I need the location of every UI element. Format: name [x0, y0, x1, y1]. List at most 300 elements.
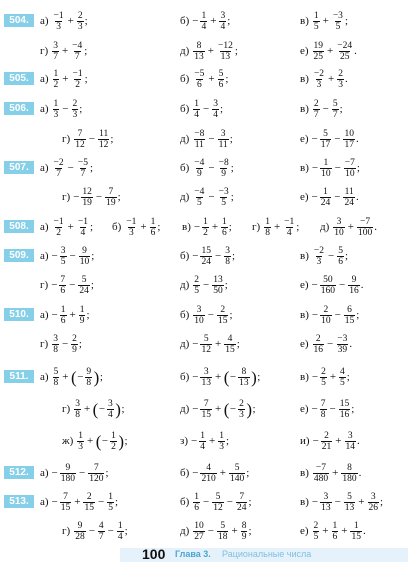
numerator: 5: [234, 462, 240, 473]
fraction: [125, 217, 137, 238]
denominator: 19: [82, 197, 92, 208]
numerator: 5: [218, 68, 224, 79]
item-label: в): [300, 250, 309, 262]
denominator: 6: [222, 227, 227, 238]
fraction: [193, 41, 205, 62]
denominator: 12: [98, 139, 109, 150]
denominator: 10: [345, 168, 355, 179]
parenthesis: (: [223, 367, 230, 387]
exercise-row: [0, 94, 408, 124]
denominator: 4: [117, 531, 123, 542]
operator: +: [219, 467, 226, 479]
fraction: [77, 11, 84, 32]
minus-sign: −: [229, 403, 237, 415]
operator: −: [208, 133, 215, 145]
fraction: [83, 492, 95, 513]
exercise-number: 511.: [4, 370, 34, 383]
fraction: [74, 399, 81, 420]
item-punctuation: .: [374, 221, 377, 233]
numerator: −1: [126, 216, 137, 227]
denominator: 3: [72, 109, 78, 120]
numerator: 5: [53, 366, 59, 377]
denominator: 7: [313, 109, 319, 120]
operator: −: [226, 496, 233, 508]
numerator: 4: [206, 462, 211, 473]
numerator: −2: [313, 68, 324, 79]
exercise-item: [300, 243, 348, 269]
minus-sign: −: [192, 250, 199, 262]
operator: +: [214, 338, 222, 350]
operator: +: [341, 525, 348, 537]
exercise-row: [0, 153, 408, 183]
item-punctuation: ;: [224, 279, 228, 291]
item-label: б): [180, 467, 190, 479]
fraction: [343, 129, 355, 150]
operator: −: [79, 467, 86, 479]
operator: +: [347, 221, 354, 233]
item-punctuation: ;: [344, 15, 348, 27]
numerator: 7: [203, 398, 209, 409]
fraction: [199, 431, 206, 452]
denominator: 15: [225, 344, 235, 355]
parenthesis: (: [71, 367, 77, 387]
exercise-item: [180, 331, 240, 357]
operator: −: [203, 279, 210, 291]
fraction: [238, 399, 245, 420]
item-punctuation: ;: [229, 309, 233, 321]
minus-sign: −: [311, 371, 319, 383]
exercise-item: [300, 8, 348, 34]
denominator: 13: [239, 377, 249, 388]
operator: −: [208, 162, 215, 174]
numerator: 8: [241, 520, 247, 531]
fraction: [107, 492, 114, 513]
exercise-item: [40, 243, 94, 269]
chapter-label: Глава 3.: [175, 549, 211, 559]
operator: −: [329, 403, 336, 415]
denominator: 13: [194, 51, 204, 62]
numerator: 1: [79, 304, 85, 315]
denominator: 24: [320, 197, 331, 208]
numerator: 3: [370, 491, 376, 502]
parenthesis: ): [118, 431, 125, 451]
denominator: 100: [357, 227, 373, 238]
numerator: 8: [347, 462, 352, 473]
exercise-item: [40, 8, 88, 34]
denominator: 50: [213, 285, 223, 296]
denominator: 8: [225, 256, 230, 267]
item-punctuation: ;: [344, 250, 348, 262]
item-label: г): [40, 279, 49, 291]
numerator: 4: [340, 366, 345, 377]
denominator: 15: [344, 315, 355, 326]
fraction: [77, 431, 84, 452]
exercise-row: [0, 329, 408, 359]
minus-sign: −: [193, 221, 201, 233]
parenthesis: ): [251, 367, 257, 387]
minus-sign: −: [77, 371, 84, 383]
numerator: 3: [196, 304, 202, 315]
numerator: 1: [111, 430, 116, 441]
item-label: б): [180, 309, 190, 321]
denominator: 24: [344, 197, 354, 208]
numerator: −8: [194, 128, 205, 139]
fraction: [332, 11, 344, 32]
denominator: 4: [200, 441, 205, 452]
fraction: [313, 11, 320, 32]
numerator: 1: [323, 186, 328, 197]
denominator: 5: [194, 285, 200, 296]
denominator: 7: [332, 109, 338, 120]
denominator: 7: [80, 168, 86, 179]
fraction: [200, 463, 216, 484]
item-punctuation: .: [357, 435, 360, 447]
fraction: [320, 492, 332, 513]
denominator: 11: [218, 139, 228, 150]
exercise-row: [0, 124, 408, 154]
fraction: [60, 492, 72, 513]
exercise-item: [40, 331, 82, 357]
numerator: −4: [194, 186, 205, 197]
exercise-item: [62, 184, 121, 210]
item-punctuation: .: [362, 525, 366, 537]
numerator: 3: [225, 245, 230, 256]
item-label: е): [300, 45, 309, 57]
item-label: д): [320, 221, 330, 233]
fraction: [241, 521, 248, 542]
fraction: [88, 463, 104, 484]
exercise-item: [40, 66, 88, 92]
numerator: 2: [313, 520, 319, 531]
fraction: [107, 399, 114, 420]
denominator: 5: [313, 531, 319, 542]
fraction: [337, 246, 344, 267]
fraction: [212, 275, 224, 296]
item-label: б): [180, 496, 190, 508]
operator: +: [327, 73, 335, 85]
item-punctuation: ;: [110, 133, 114, 145]
denominator: 27: [194, 531, 204, 542]
fraction: [217, 521, 229, 542]
item-punctuation: .: [358, 467, 362, 479]
denominator: 5: [60, 256, 66, 267]
numerator: −1: [72, 68, 83, 79]
item-label: в): [300, 371, 309, 383]
item-label: е): [300, 191, 309, 203]
exercise-item: [40, 38, 87, 64]
item-punctuation: .: [354, 45, 357, 57]
item-punctuation: ;: [230, 162, 234, 174]
exercise-item: [252, 214, 299, 240]
fraction: [320, 158, 332, 179]
denominator: 17: [320, 139, 331, 150]
operator: −: [69, 250, 76, 262]
denominator: 480: [313, 473, 329, 484]
numerator: 2: [220, 304, 226, 315]
exercise-item: [180, 96, 223, 122]
exercise-number: 510.: [4, 308, 34, 321]
numerator: 5: [332, 98, 338, 109]
denominator: 17: [344, 139, 354, 150]
item-punctuation: ;: [84, 45, 88, 57]
denominator: 16: [313, 344, 324, 355]
numerator: 2: [86, 491, 92, 502]
denominator: 3: [239, 409, 244, 420]
denominator: 140: [229, 473, 245, 484]
exercise-item: [180, 364, 260, 390]
fraction: [72, 99, 79, 120]
item-label: г): [40, 338, 49, 350]
numerator: 4: [227, 333, 233, 344]
fraction: [53, 367, 60, 388]
exercise-row: [0, 458, 408, 488]
numerator: −4: [194, 157, 205, 168]
denominator: 4: [201, 21, 207, 32]
numerator: 10: [194, 520, 204, 531]
fraction: [333, 217, 345, 238]
denominator: 3: [128, 227, 134, 238]
denominator: 5: [196, 197, 202, 208]
item-label: е): [300, 525, 309, 537]
denominator: 3: [219, 441, 224, 452]
item-label: ж): [62, 435, 74, 447]
denominator: 24: [236, 502, 247, 513]
fraction: [53, 11, 65, 32]
fraction: [313, 521, 320, 542]
fraction: [79, 246, 91, 267]
denominator: 10: [334, 227, 344, 238]
fraction: [193, 99, 200, 120]
numerator: 3: [213, 98, 218, 109]
fraction: [218, 187, 230, 208]
fraction: [77, 217, 89, 238]
denominator: 5: [340, 377, 345, 388]
numerator: 8: [241, 366, 247, 377]
denominator: 3: [53, 109, 59, 120]
operator: −: [97, 496, 105, 508]
fraction: [193, 521, 205, 542]
exercise-item: [180, 155, 234, 181]
minus-sign: −: [191, 435, 198, 447]
denominator: 2: [75, 79, 80, 90]
exercise-item: [180, 243, 235, 269]
numerator: 1: [201, 10, 207, 21]
fraction: [320, 187, 332, 208]
denominator: 8: [53, 377, 59, 388]
minus-sign: −: [51, 250, 58, 262]
numerator: 1: [150, 216, 156, 227]
item-label: г): [62, 133, 71, 145]
item-label: д): [180, 279, 190, 291]
minus-sign: −: [229, 371, 237, 383]
exercise-item: [40, 489, 118, 515]
item-label: в): [300, 103, 309, 115]
numerator: 1: [194, 491, 200, 502]
item-punctuation: ;: [114, 496, 119, 508]
minus-sign: −: [51, 279, 58, 291]
exercise-number: 506.: [4, 102, 34, 115]
operator: −: [334, 309, 341, 321]
item-punctuation: ;: [79, 103, 83, 115]
operator: +: [87, 435, 94, 447]
exercise-row: [0, 212, 408, 242]
denominator: 2: [56, 227, 61, 238]
numerator: 5: [215, 491, 221, 502]
denominator: 16: [339, 409, 350, 420]
numerator: 1: [203, 216, 208, 227]
fraction: [218, 431, 225, 452]
item-punctuation: ;: [90, 279, 94, 291]
numerator: 2: [338, 68, 343, 79]
numerator: 2: [72, 98, 78, 109]
fraction: [71, 334, 78, 355]
fraction: [336, 334, 348, 355]
item-label: б): [180, 162, 190, 174]
fraction: [59, 275, 66, 296]
denominator: 6: [150, 227, 156, 238]
exercise-row: [0, 36, 408, 66]
numerator: 15: [201, 245, 211, 256]
parenthesis: (: [95, 431, 102, 451]
fraction: [320, 129, 332, 150]
exercise-item: [300, 302, 359, 328]
denominator: 12: [213, 502, 223, 513]
numerator: −4: [72, 40, 83, 51]
exercise-row: [0, 6, 408, 36]
numerator: 4: [98, 520, 104, 531]
numerator: 5: [338, 245, 343, 256]
exercise-item: [300, 428, 360, 454]
item-label: в): [300, 496, 309, 508]
item-label: и): [300, 435, 310, 447]
denominator: 6: [60, 315, 66, 326]
item-punctuation: ;: [339, 103, 343, 115]
fraction: [202, 217, 209, 238]
fraction: [313, 246, 325, 267]
denominator: 210: [201, 473, 216, 484]
fraction: [72, 69, 84, 90]
fraction: [193, 129, 205, 150]
numerator: 2: [323, 304, 329, 315]
operator: +: [273, 221, 281, 233]
minus-sign: −: [192, 371, 199, 383]
item-label: д): [180, 338, 190, 350]
fraction: [341, 463, 357, 484]
item-punctuation: .: [355, 191, 359, 203]
item-punctuation: ;: [157, 221, 161, 233]
minus-sign: −: [312, 435, 319, 447]
exercise-row: [0, 241, 408, 271]
item-label: е): [300, 403, 309, 415]
exercise-number: 504.: [4, 14, 34, 27]
numerator: 5: [323, 128, 328, 139]
numerator: 2: [239, 398, 244, 409]
exercise-item: [300, 489, 383, 515]
item-label: а): [40, 467, 49, 479]
operator: −: [334, 496, 341, 508]
fraction: [313, 334, 325, 355]
numerator: −1: [53, 10, 64, 21]
exercise-item: [40, 460, 109, 486]
fraction: [321, 431, 333, 452]
fraction: [218, 158, 230, 179]
exercise-item: [180, 8, 230, 34]
operator: +: [61, 45, 69, 57]
operator: −: [207, 309, 214, 321]
minus-sign: −: [311, 309, 319, 321]
numerator: −7: [315, 462, 327, 473]
denominator: 180: [60, 473, 76, 484]
fraction: [344, 158, 356, 179]
denominator: 10: [321, 315, 331, 326]
fraction: [78, 275, 90, 296]
numerator: 5: [220, 520, 226, 531]
item-label: а): [40, 250, 49, 262]
item-punctuation: ;: [252, 403, 256, 415]
denominator: 9: [241, 531, 247, 542]
item-punctuation: ;: [246, 467, 250, 479]
denominator: 12: [75, 139, 85, 150]
numerator: 19: [313, 40, 324, 51]
exercise-item: [300, 66, 348, 92]
exercise-item: [300, 518, 366, 544]
fraction: [357, 217, 373, 238]
fraction: [150, 217, 157, 238]
item-label: з): [180, 435, 189, 447]
denominator: 3: [316, 256, 322, 267]
operator: −: [339, 279, 346, 291]
operator: +: [74, 496, 81, 508]
exercise-row: [0, 300, 408, 330]
numerator: 1: [200, 430, 205, 441]
numerator: −5: [77, 157, 88, 168]
minus-sign: −: [311, 279, 318, 291]
minus-sign: −: [51, 467, 58, 479]
exercise-item: [180, 272, 228, 298]
operator: −: [61, 338, 69, 350]
exercise-item: [300, 272, 363, 298]
item-punctuation: ;: [257, 371, 261, 383]
operator: +: [332, 467, 339, 479]
operator: −: [322, 103, 329, 115]
minus-sign: −: [101, 435, 109, 447]
minus-sign: −: [192, 338, 199, 350]
item-label: а): [40, 162, 49, 174]
denominator: 15: [217, 315, 228, 326]
operator: +: [327, 45, 334, 57]
denominator: 16: [349, 285, 359, 296]
exercise-item: [300, 184, 359, 210]
operator: −: [203, 496, 210, 508]
fraction: [105, 187, 117, 208]
item-label: д): [180, 403, 190, 415]
numerator: −3: [337, 333, 348, 344]
item-label: в): [300, 309, 309, 321]
minus-sign: −: [311, 191, 318, 203]
fraction: [193, 158, 205, 179]
item-label: е): [300, 279, 309, 291]
operator: +: [211, 221, 219, 233]
numerator: 7: [60, 274, 66, 285]
operator: +: [322, 15, 329, 27]
exercise-item: [300, 460, 361, 486]
fraction: [74, 521, 86, 542]
denominator: 18: [217, 531, 228, 542]
numerator: 5: [81, 274, 87, 285]
fraction: [212, 99, 219, 120]
item-punctuation: ;: [227, 15, 231, 27]
denominator: 180: [342, 473, 357, 484]
